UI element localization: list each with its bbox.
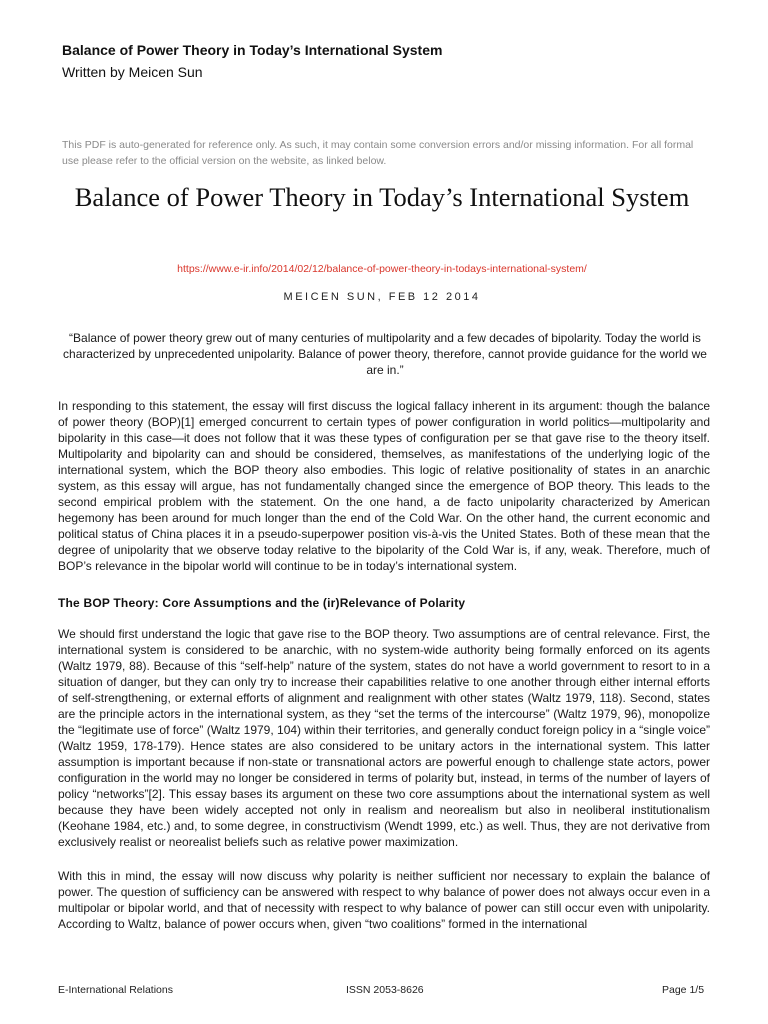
article-title: Balance of Power Theory in Today’s International System — [74, 182, 690, 212]
footer-publisher: E-International Relations — [58, 984, 173, 996]
body-paragraph-3: With this in mind, the essay will now discuss why polarity is neither sufficient nor necessary to explain the balance of power. The question of sufficiency can be answered with respect to why balance of power does not always occur even in a multipolar or bipolar world, and that of necessity with respect to why balance of power can still occur even with unipolarity. According to Waltz, balance of power occurs when, given “two coalitions” formed in the international — [58, 869, 710, 931]
page-header-title: Balance of Power Theory in Today’s International System — [62, 42, 443, 58]
footer-issn: ISSN 2053-8626 — [346, 984, 424, 996]
body-paragraph-1: In responding to this statement, the essay will first discuss the logical fallacy inherent in its argument: though the balance of power theory (BOP)[1] emerged concurrent to certain types of power configuration in world politics—multipolarity and bipolarity in this case—it does not follow that it was these types of configuration per se that gave rise to the theory itself. Multipolarity and bipolarity can and should be considered, themselves, as manifestations of the underlying logic of the international system, which the BOP theory also embodies. This logic of relative positionality of states in an anarchic system, as this essay will argue, has not fundamentally changed since the emergence of BOP theory. This leads to the second empirical problem with the statement. On the one hand, a de facto unipolarity characterized by American hegemony has been around for much longer than the end of the Cold War. On the other hand, the current economic and political status of China places it in a pseudo-superpower position vis-à-vis the United States. Both of these mean that the degree of unipolarity that we observe today relative to the bipolarity of the Cold War is, if any, weak. Therefore, much of BOP’s relevance in the bipolar world will continue to be in today’s international system. — [58, 399, 710, 573]
opening-quote: “Balance of power theory grew out of many centuries of multipolarity and a few decades of bipolarity. Today the world is characterized by unprecedented unipolarity. Balance of power theory, therefore, cannot provide guidance for the world we are in.” — [63, 331, 707, 377]
page-header-author: Written by Meicen Sun — [62, 64, 203, 80]
footer-page-number: Page 1/5 — [662, 984, 705, 996]
article-url-link[interactable]: https://www.e-ir.info/2014/02/12/balance-of-power-theory-in-todays-international-system/ — [177, 263, 587, 275]
pdf-notice: This PDF is auto-generated for reference only. As such, it may contain some conversion errors and/or missing information. For all formal use please refer to the official version on the website, as linked below. — [62, 139, 694, 167]
article-byline: MEICEN SUN, FEB 12 2014 — [283, 291, 481, 303]
body-paragraph-2: We should first understand the logic that gave rise to the BOP theory. Two assumptions are of central relevance. First, the international system is considered to be anarchic, with no system-wide authority being formally enforced on its agents (Waltz 1979, 88). Because of this “self-help” nature of the system, states do not have a world government to resort to in a situation of danger, but they can only try to increase their capabilities relative to one another through either internal efforts of self-strengthening, or external efforts of alignment and realignment with other states (Waltz 1979, 118). Second, states are the principle actors in the international system, as they “set the terms of the intercourse” (Waltz 1979, 96), monopolize the “legitimate use of force” (Waltz 1979, 104) within their territories, and generally conduct foreign policy in a “single voice” (Waltz 1959, 178-179). Hence states are also considered to be unitary actors in the international system. This latter assumption is important because if non-state or transnational actors are powerful enough to challenge state actors, power configuration in the world may no longer be considered in terms of polarity but, instead, in terms of the number of layers of policy “networks”[2]. This essay bases its argument on these two core assumptions about the international system as well because they have been widely accepted not only in realism and neorealism but also in neoliberal institutionalism (Keohane 1984, etc.) and, to some degree, in constructivism (Wendt 1999, etc.) as well. Thus, they are not derivative from exclusively realist or neorealist beliefs such as relative power maximization. — [58, 627, 710, 849]
section-heading: The BOP Theory: Core Assumptions and the (ir)Relevance of Polarity — [58, 596, 466, 610]
